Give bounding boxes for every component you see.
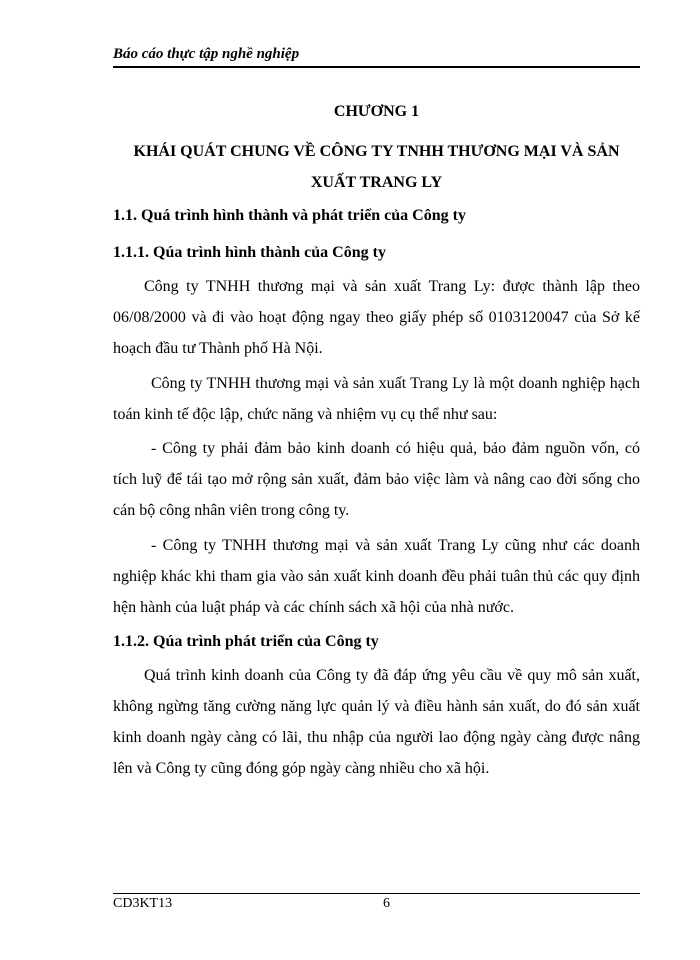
- paragraph-duty-2: [113, 530, 640, 623]
- paragraph-duty-2-text: - Công ty TNHH thương mại và sản xuất Trang Ly cũng như các doanh nghiệp khác khi tham gia vào sản xuất kinh doanh đều phải tuân thủ các quy định hện hành của luật pháp và các chính sách xã hội của nhà nước.: [113, 537, 640, 616]
- page-number: 6: [383, 896, 390, 911]
- section-heading-1-1-1: 1.1.1. Qúa trình hình thành của Công ty: [113, 244, 386, 261]
- chapter-title: KHÁI QUÁT CHUNG VỀ CÔNG TY TNHH THƯƠNG MẠI VÀ SẢN XUẤT TRANG LY: [133, 143, 620, 191]
- paragraph-founding-text: Công ty TNHH thương mại và sản xuất Trang Ly: được thành lập theo 06/08/2000 và đi vào hoạt động ngay theo giấy phép số 0103120047 của Sở kế hoạch đầu tư Thành phố Hà Nội.: [113, 278, 640, 357]
- paragraph-accounting: [113, 368, 640, 430]
- section-heading-1-1-2: 1.1.2. Qúa trình phát triển của Công ty: [113, 633, 379, 650]
- paragraph-development: [113, 660, 640, 784]
- paragraph-founding: [113, 271, 640, 364]
- paragraph-development-text: Quá trình kinh doanh của Công ty đã đáp ứng yêu cầu về quy mô sản xuất, không ngừng tăng cường năng lực quản lý và điều hành sản xuất, do đó sản xuất kinh doanh ngày càng có lãi, thu nhập của người lao động ngày càng được nâng lên và Công ty cũng đóng góp ngày càng nhiều cho xã hội.: [113, 667, 640, 777]
- chapter-number: CHƯƠNG 1: [333, 103, 420, 120]
- footer-divider: [113, 893, 640, 894]
- paragraph-accounting-text: Công ty TNHH thương mại và sản xuất Trang Ly là một doanh nghiệp hạch toán kinh tế độc lập, chức năng và nhiệm vụ cụ thể như sau:: [113, 375, 640, 423]
- footer-code: CD3KT13: [113, 896, 173, 911]
- paragraph-duty-1: [113, 433, 640, 526]
- section-heading-1-1: 1.1. Quá trình hình thành và phát triển của Công ty: [113, 207, 466, 224]
- running-header: Báo cáo thực tập nghề nghiệp: [113, 44, 640, 68]
- paragraph-duty-1-text: - Công ty phải đảm bảo kinh doanh có hiệu quả, bảo đảm nguồn vốn, có tích luỹ để tái tạo mở rộng sản xuất, đảm bảo việc làm và nâng cao đời sống cho cán bộ công nhân viên trong công ty.: [113, 440, 640, 519]
